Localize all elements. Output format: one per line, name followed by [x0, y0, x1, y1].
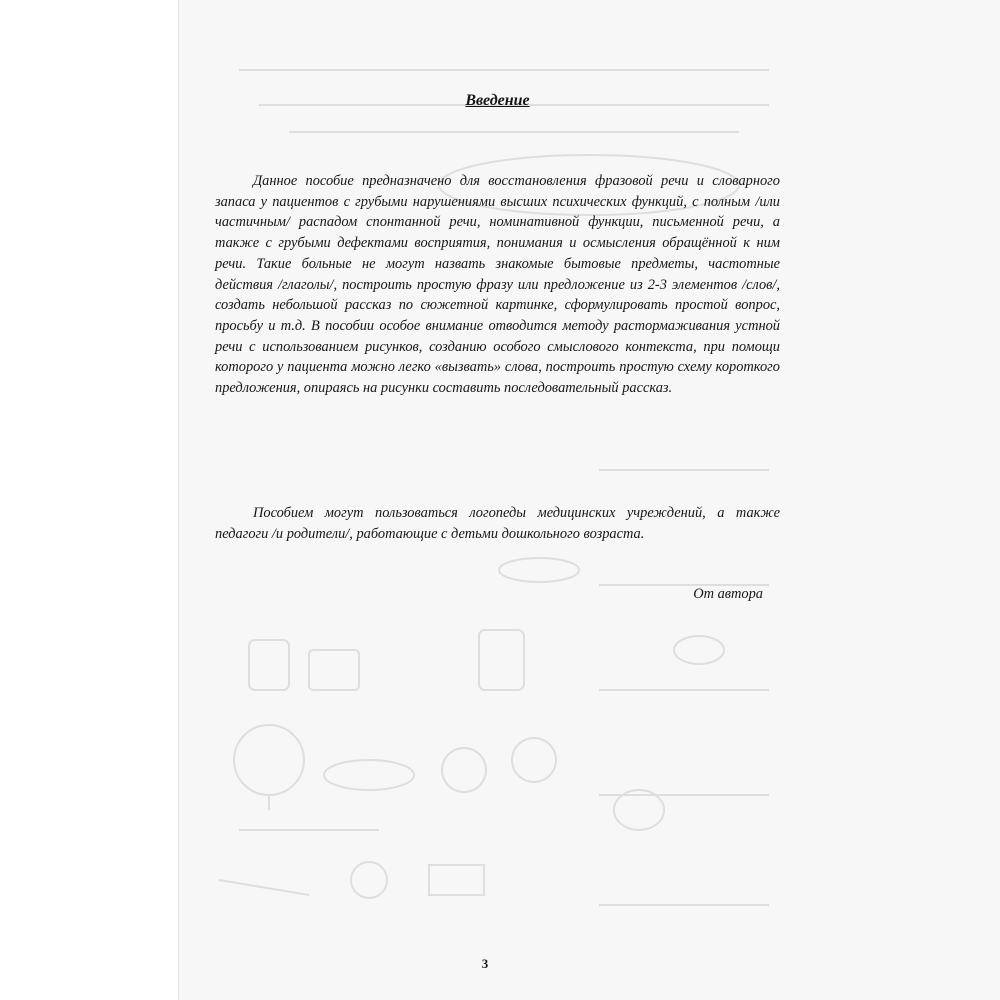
page-number: 3 — [481, 956, 489, 971]
section-heading: Введение — [465, 92, 530, 109]
document-content — [215, 0, 1000, 1000]
intro-paragraph: Данное пособие предназначено для восстановления фразовой речи и словарного запаса у пациентов с грубыми нарушениями высших психических функций, с полным /или частичным/ распадом спонтанной речи, номинативной функции, письменной речи, а также с грубыми дефектами восприятия, понимания и осмысления обращённой к ним речи. Такие больные не могут назвать знакомые бытовые предметы, частотные действия /глаголы/, построить простую фразу или предложение из 2-3 элементов /слов/, создать небольшой рассказ по сюжетной картинке, сформулировать простой вопрос, просьбу и т.д. В пособии особое внимание отводится методу растормаживания устной речи с использованием рисунков, созданию особого смыслового контекста, при помощи которого у пациента можно легко «вызвать» слова, построить простую схему короткого предложения, опираясь на рисунки составить последовательный рассказ. — [215, 173, 780, 397]
audience-paragraph: Пособием могут пользоваться логопеды медицинских учреждений, а также педагоги /и родители/, работающие с детьми дошкольного возраста. — [215, 505, 780, 542]
author-signature: От автора — [693, 586, 763, 602]
